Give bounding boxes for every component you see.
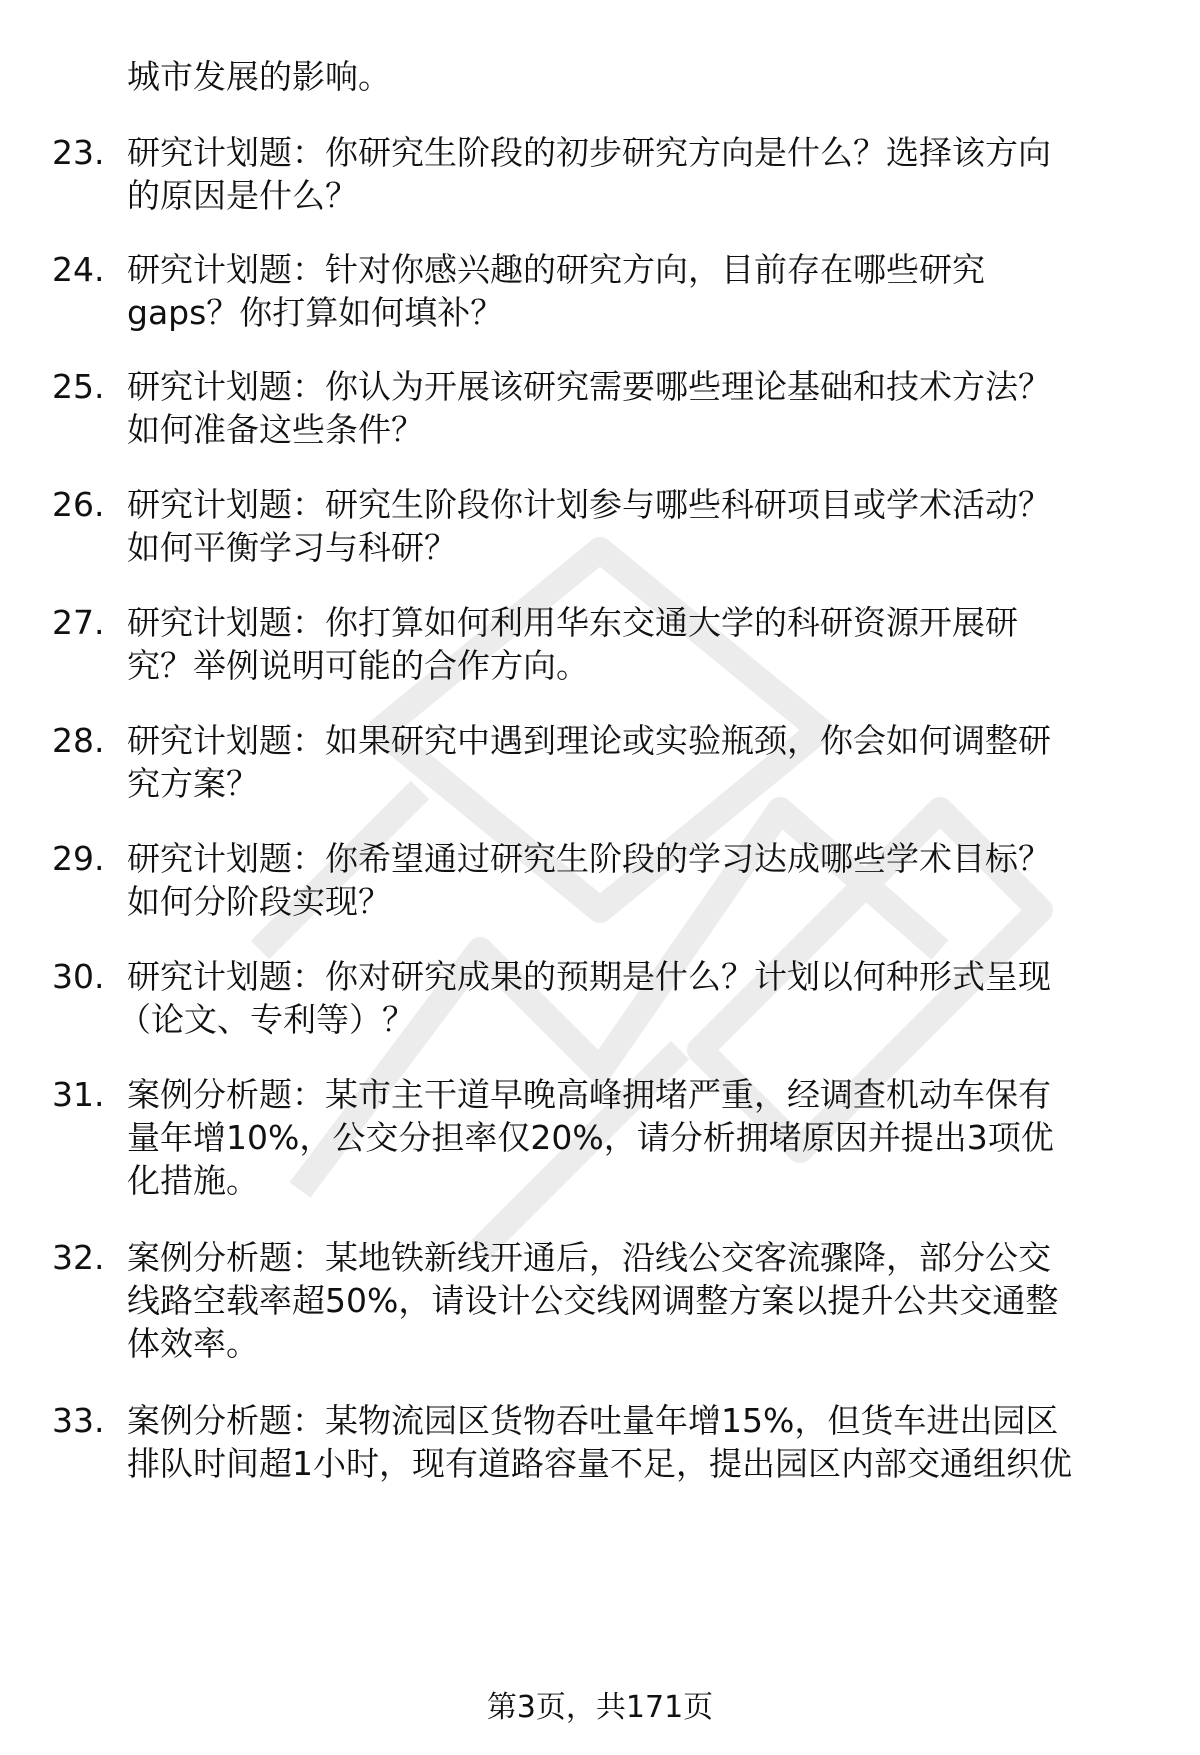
item-text-line: 究方案？ [127, 764, 259, 803]
item-text-line: 线路空载率超50%，请设计公交线网调整方案以提升公共交通整 [127, 1281, 1059, 1320]
item-number: 28. [52, 721, 105, 760]
item-text-line: 案例分析题：某物流园区货物吞吐量年增15%，但货车进出园区 [127, 1401, 1059, 1440]
item-text-line: 研究计划题：你研究生阶段的初步研究方向是什么？选择该方向 [127, 133, 1051, 172]
item-number: 33. [52, 1401, 105, 1440]
item-text-line: 排队时间超1小时，现有道路容量不足，提出园区内部交通组织优 [127, 1444, 1072, 1483]
item-text-line: 研究计划题：针对你感兴趣的研究方向，目前存在哪些研究 [127, 250, 985, 289]
item-text-line: 如何平衡学习与科研？ [127, 528, 457, 567]
item-text-line: 如何准备这些条件？ [127, 410, 424, 449]
item-text-line: 研究计划题：研究生阶段你计划参与哪些科研项目或学术活动？ [127, 485, 1051, 524]
item-text-line: 化措施。 [127, 1161, 259, 1200]
item-number: 24. [52, 250, 105, 289]
item-number: 30. [52, 957, 105, 996]
item-text-line: 研究计划题：你希望通过研究生阶段的学习达成哪些学术目标？ [127, 839, 1051, 878]
item-text-line: 量年增10%，公交分担率仅20%，请分析拥堵原因并提出3项优 [127, 1118, 1054, 1157]
item-text-line: 案例分析题：某地铁新线开通后，沿线公交客流骤降，部分公交 [127, 1238, 1051, 1277]
item-number: 29. [52, 839, 105, 878]
item-number: 32. [52, 1238, 105, 1277]
item-number: 27. [52, 603, 105, 642]
item-text-line: 研究计划题：你认为开展该研究需要哪些理论基础和技术方法？ [127, 367, 1051, 406]
item-text-line: 研究计划题：你打算如何利用华东交通大学的科研资源开展研 [127, 603, 1018, 642]
item-text-line: 研究计划题：如果研究中遇到理论或实验瓶颈，你会如何调整研 [127, 721, 1051, 760]
item-number: 31. [52, 1075, 105, 1114]
item-text-line: 的原因是什么？ [127, 176, 358, 215]
item-number: 23. [52, 133, 105, 172]
item-number: 25. [52, 367, 105, 406]
item-text-line: 体效率。 [127, 1324, 259, 1363]
item-text-line: gaps？你打算如何填补？ [127, 293, 504, 332]
item-text-line: 研究计划题：你对研究成果的预期是什么？计划以何种形式呈现 [127, 957, 1051, 996]
page-footer: 第3页，共171页 [486, 1690, 714, 1725]
item-text-line: （论文、专利等）？ [118, 1000, 415, 1039]
item-text-line: 究？举例说明可能的合作方向。 [127, 646, 589, 685]
item-number: 26. [52, 485, 105, 524]
continuation-text: 城市发展的影响。 [127, 57, 391, 96]
item-text-line: 如何分阶段实现？ [127, 882, 391, 921]
item-text-line: 案例分析题：某市主干道早晚高峰拥堵严重，经调查机动车保有 [127, 1075, 1051, 1114]
